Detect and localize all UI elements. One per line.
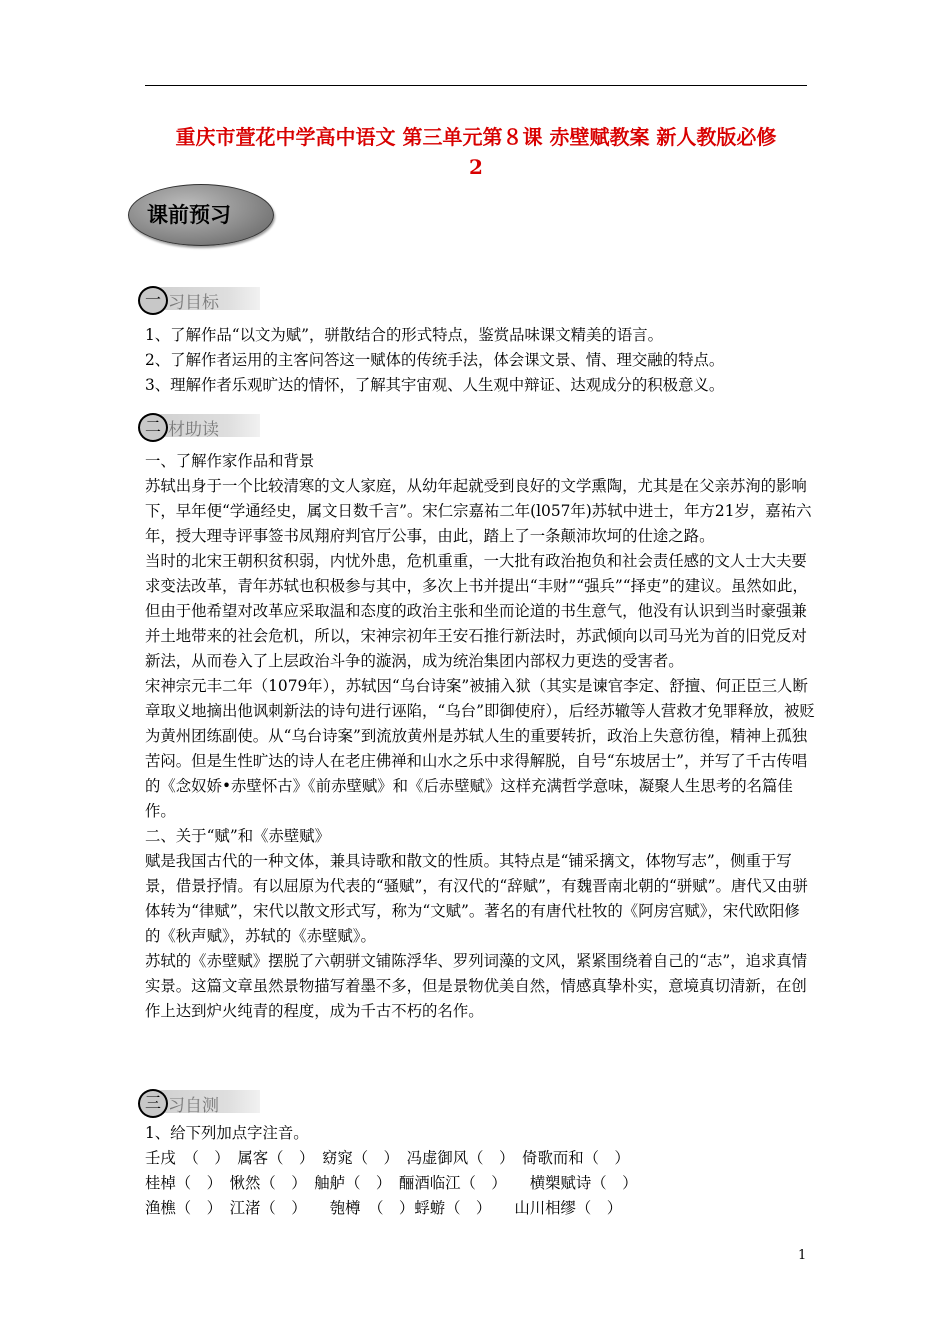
- paragraph: 一、了解作家作品和背景: [145, 452, 315, 470]
- paragraph: 当时的北宋王朝积贫积弱，内忧外患，危机重重，一大批有政治抱负和社会责任感的文人士大夫要求变法改革，青年苏轼也积极参与其中，多次上书并提出“丰财”“强兵”“择吏”的建议。虽然如此，但由于他希望对改革应采取温和态度的政治主张和坐而论道的书生意气，他没有认识到当时豪强兼并土地带来的社会危机，所以，宋神宗初年王安石推行新法时，苏武倾向以司马光为首的旧党反对新法，从而卷入了上层政治斗争的漩涡，成为统治集团内部权力更迭的受害者。: [145, 552, 808, 670]
- paragraph: 苏轼的《赤壁赋》摆脱了六朝骈文铺陈浮华、罗列词藻的文风，紧紧围绕着自己的“志”，追求真情实景。这篇文章虽然景物描写着墨不多，但是景物优美自然，情感真挚朴实，意境真切清新，在创作上达到炉火纯青的程度，成为千古不朽的名作。: [145, 952, 808, 1020]
- paragraph: 苏轼出身于一个比较清寒的文人家庭，从幼年起就受到良好的文学熏陶，尤其是在父亲苏洵的影响下，早年便“学通经史，属文日数千言”。宋仁宗嘉祐二年(l057年)苏轼中进士，年方21岁，嘉祐六年，授大理寺评事签书凤翔府判官厅公事，由此，踏上了一条颠沛坎坷的仕途之路。: [145, 477, 812, 545]
- paragraph: 宋神宗元丰二年（1079年），苏轼因“乌台诗案”被捕入狱（其实是谏官李定、舒擅、何正臣三人断章取义地摘出他讽刺新法的诗句进行诬陷，“乌台”即御使府），后经苏辙等人营救才免罪释放，被贬为黄州团练副使。从“乌台诗案”到流放黄州是苏轼人生的重要转折，政治上失意彷徨，精神上孤独苦闷。但是生性旷达的诗人在老庄佛禅和山水之乐中求得解脱，自号“东坡居士”，并写了千古传唱的《念奴娇•赤壁怀古》《前赤壁赋》和《后赤壁赋》这样充满哲学意味，凝聚人生思考的名篇佳作。: [145, 677, 815, 820]
- header-rule: [145, 85, 807, 86]
- paragraph: 赋是我国古代的一种文体，兼具诗歌和散文的性质。其特点是“铺采摛文，体物写志”，侧重于写景，借景抒情。有以屈原为代表的“骚赋”，有汉代的“辞赋”，有魏晋南北朝的“骈赋”。唐代又由骈体转为“律赋”，宋代以散文形式写，称为“文赋”。著名的有唐代杜牧的《阿房宫赋》，宋代欧阳修的《秋声赋》，苏轼的《赤壁赋》。: [145, 852, 808, 945]
- title-line-1: 重庆市萱花中学高中语文 第三单元第８课 赤壁赋教案 新人教版必修: [175, 125, 777, 149]
- page-number: 1: [798, 1248, 807, 1263]
- paragraph: 3、理解作者乐观旷达的情怀，了解其宇宙观、人生观中辩证、达观成分的积极意义。: [145, 376, 725, 394]
- section-heading-label: 材助读: [168, 420, 219, 440]
- section-heading-objectives: [138, 286, 262, 312]
- pinyin-row: 桂棹（ ） 愀然（ ） 舳舻（ ） 酾酒临江（ ） 横槊赋诗（ ）: [145, 1174, 638, 1192]
- pinyin-row: 渔樵（ ） 江渚（ ） 匏樽 （ ）蜉蝣（ ） 山川相缪（ ）: [145, 1199, 623, 1217]
- section-number-circle: 一: [138, 286, 168, 315]
- title-line-2: 2: [469, 155, 483, 179]
- section-heading-label: 习自测: [168, 1096, 219, 1116]
- paragraph: 2、了解作者运用的主客问答这一赋体的传统手法，体会课文景、情、理交融的特点。: [145, 351, 725, 369]
- section-body-reading: [145, 449, 815, 1024]
- section-number-circle: 二: [138, 413, 168, 442]
- pinyin-row: 壬戌 （ ） 属客（ ） 窈窕（ ） 冯虚御风（ ） 倚歌而和（ ）: [145, 1149, 630, 1167]
- section-heading-selftest: [138, 1089, 262, 1115]
- document-title: [140, 122, 812, 182]
- section-number-circle: 三: [138, 1089, 168, 1118]
- question-prompt: 1、给下列加点字注音。: [145, 1124, 309, 1142]
- paragraph: 1、了解作品“以文为赋”，骈散结合的形式特点，鉴赏品味课文精美的语言。: [145, 326, 664, 344]
- paragraph: 二、关于“赋”和《赤壁赋》: [145, 827, 331, 845]
- preview-badge-label: 课前预习: [147, 203, 231, 227]
- section-body-selftest: [145, 1121, 815, 1221]
- section-heading-label: 习目标: [168, 293, 219, 313]
- section-heading-reading: [138, 413, 262, 439]
- section-body-objectives: [145, 323, 815, 398]
- preview-badge: [128, 184, 274, 246]
